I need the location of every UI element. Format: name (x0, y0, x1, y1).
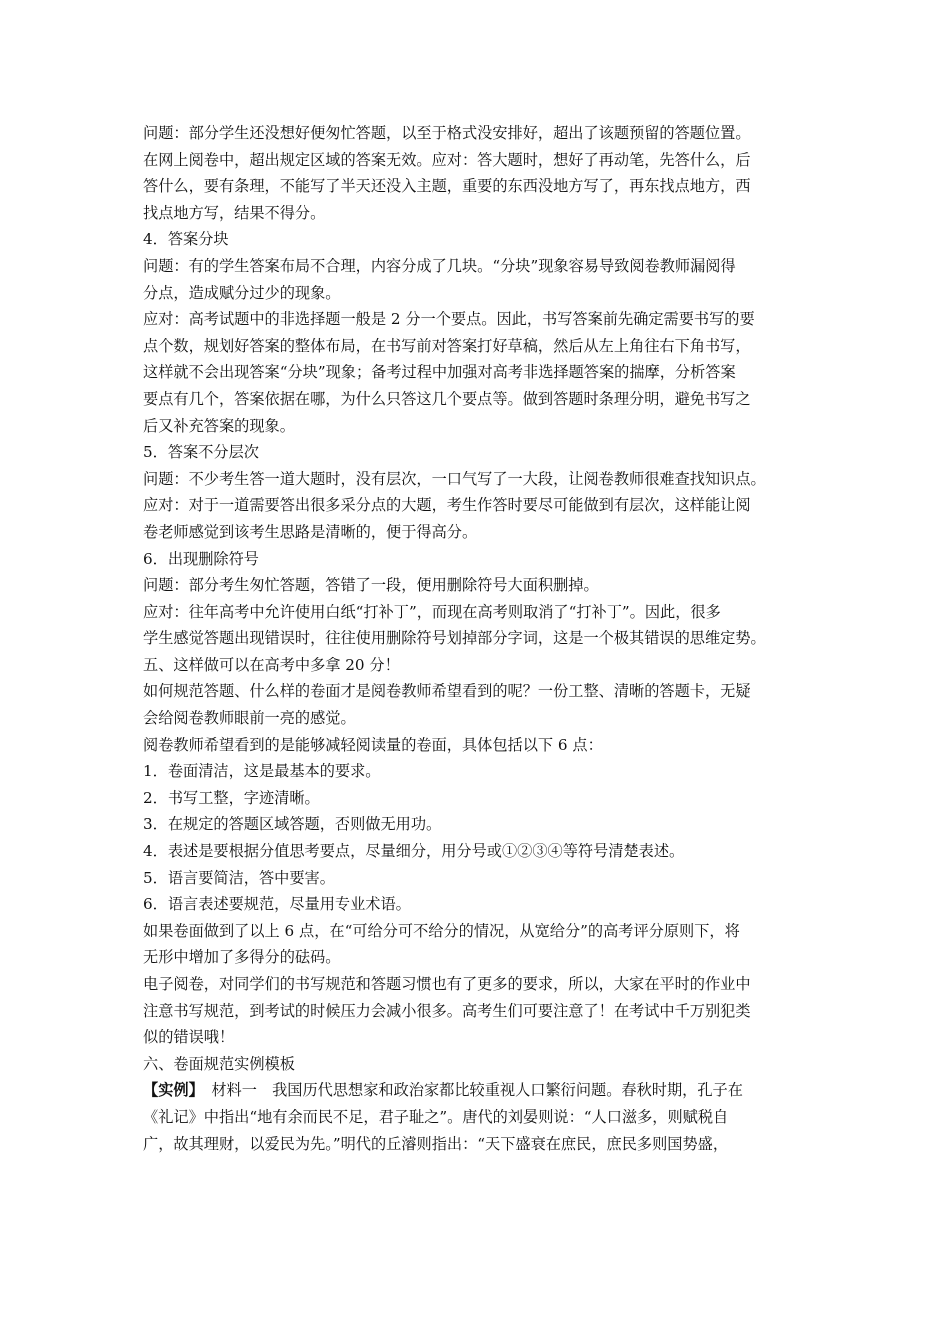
example-line (143, 1077, 823, 1104)
text-line: 似的错误哦！ (143, 1028, 235, 1047)
text-line: 问题：有的学生答案布局不合理，内容分成了几块。“分块”现象容易导致阅卷教师漏阅得 (143, 256, 736, 275)
text-line: 如何规范答题、什么样的卷面才是阅卷教师希望看到的呢？一份工整、清晰的答题卡，无疑 (143, 682, 751, 701)
text-line: 无形中增加了多得分的砝码。 (143, 948, 341, 967)
text-line: 应对：对于一道需要答出很多采分点的大题，考生作答时要尽可能做到有层次，这样能让阅 (143, 496, 751, 515)
text-line: 5．答案不分层次 (143, 443, 259, 462)
text-line: 问题：不少考生答一道大题时，没有层次，一口气写了一大段，让阅卷教师很难查找知识点。 (143, 469, 766, 488)
text-line: 6．语言表述要规范，尽量用专业术语。 (143, 895, 411, 914)
example-tag: 【实例】 (143, 1081, 197, 1100)
text-line: 4．表述是要根据分值思考要点，尽量细分，用分号或①②③④等符号清楚表述。 (143, 842, 685, 861)
paragraph-tail (143, 1104, 823, 1157)
text-line: 电子阅卷，对同学们的书写规范和答题习惯也有了更多的要求，所以，大家在平时的作业中 (143, 975, 751, 993)
text-line: 4．答案分块 (143, 230, 229, 249)
text-line: 2．书写工整，字迹清晰。 (143, 788, 320, 807)
text-line: 答什么，要有条理，不能写了半天还没入主题，重要的东西没地方写了，再东找点地方，西 (143, 177, 751, 196)
paragraph-block (143, 120, 823, 1077)
text-line: 如果卷面做到了以上 6 点，在“可给分可不给分的情况，从宽给分”的高考评分原则下，将 (143, 921, 740, 940)
example-text: 材料一 我国历代思想家和政治家都比较重视人口繁衍问题。春秋时期，孔子在 (196, 1081, 743, 1100)
text-line: 这样就不会出现答案“分块”现象；备考过程中加强对高考非选择题答案的揣摩，分析答案 (143, 363, 736, 382)
text-line: 问题：部分学生还没想好便匆忙答题，以至于格式没安排好，超出了该题预留的答题位置。 (143, 124, 751, 142)
text-line: 1．卷面清洁，这是最基本的要求。 (143, 762, 381, 781)
text-line: 3．在规定的答题区域答题，否则做无用功。 (143, 815, 442, 834)
text-line: 五、这样做可以在高考中多拿 20 分！ (143, 655, 400, 674)
text-line: 《礼记》中指出“地有余而民不足，君子耻之”。唐代的刘晏则说：“人口滋多，则赋税自 (143, 1107, 729, 1126)
text-line: 找点地方写，结果不得分。 (143, 203, 326, 222)
text-line: 六、卷面规范实例模板 (143, 1054, 295, 1073)
text-line: 应对：高考试题中的非选择题一般是 2 分一个要点。因此，书写答案前先确定需要书写的要 (143, 310, 755, 329)
text-line: 6．出现删除符号 (143, 549, 259, 568)
text-line: 问题：部分考生匆忙答题，答错了一段，便用删除符号大面积删掉。 (143, 576, 599, 595)
text-line: 分点，造成赋分过少的现象。 (143, 283, 341, 302)
text-line: 卷老师感觉到该考生思路是清晰的，便于得高分。 (143, 522, 478, 541)
text-line: 后又补充答案的现象。 (143, 416, 295, 435)
text-line: 点个数，规划好答案的整体布局，在书写前对答案打好草稿，然后从左上角往右下角书写， (143, 336, 751, 355)
text-line: 阅卷教师希望看到的是能够减轻阅读量的卷面，具体包括以下 6 点： (143, 735, 603, 754)
text-line: 会给阅卷教师眼前一亮的感觉。 (143, 709, 356, 728)
text-line: 广，故其理财，以爱民为先。”明代的丘濬则指出：“天下盛衰在庶民，庶民多则国势盛， (143, 1134, 729, 1153)
text-line: 5．语言要简洁，答中要害。 (143, 868, 335, 887)
document-body (143, 120, 823, 1157)
text-line: 学生感觉答题出现错误时，往往使用删除符号划掉部分字词，这是一个极其错误的思维定势。 (143, 629, 766, 648)
text-line: 在网上阅卷中，超出规定区域的答案无效。应对：答大题时，想好了再动笔，先答什么，后 (143, 150, 751, 169)
text-line: 应对：往年高考中允许使用白纸“打补丁”，而现在高考则取消了“打补丁”。因此，很多 (143, 602, 721, 621)
text-line: 注意书写规范，到考试的时候压力会减小很多。高考生们可要注意了！在考试中千万别犯类 (143, 1001, 751, 1020)
text-line: 要点有几个，答案依据在哪，为什么只答这几个要点等。做到答题时条理分明，避免书写之 (143, 389, 751, 408)
